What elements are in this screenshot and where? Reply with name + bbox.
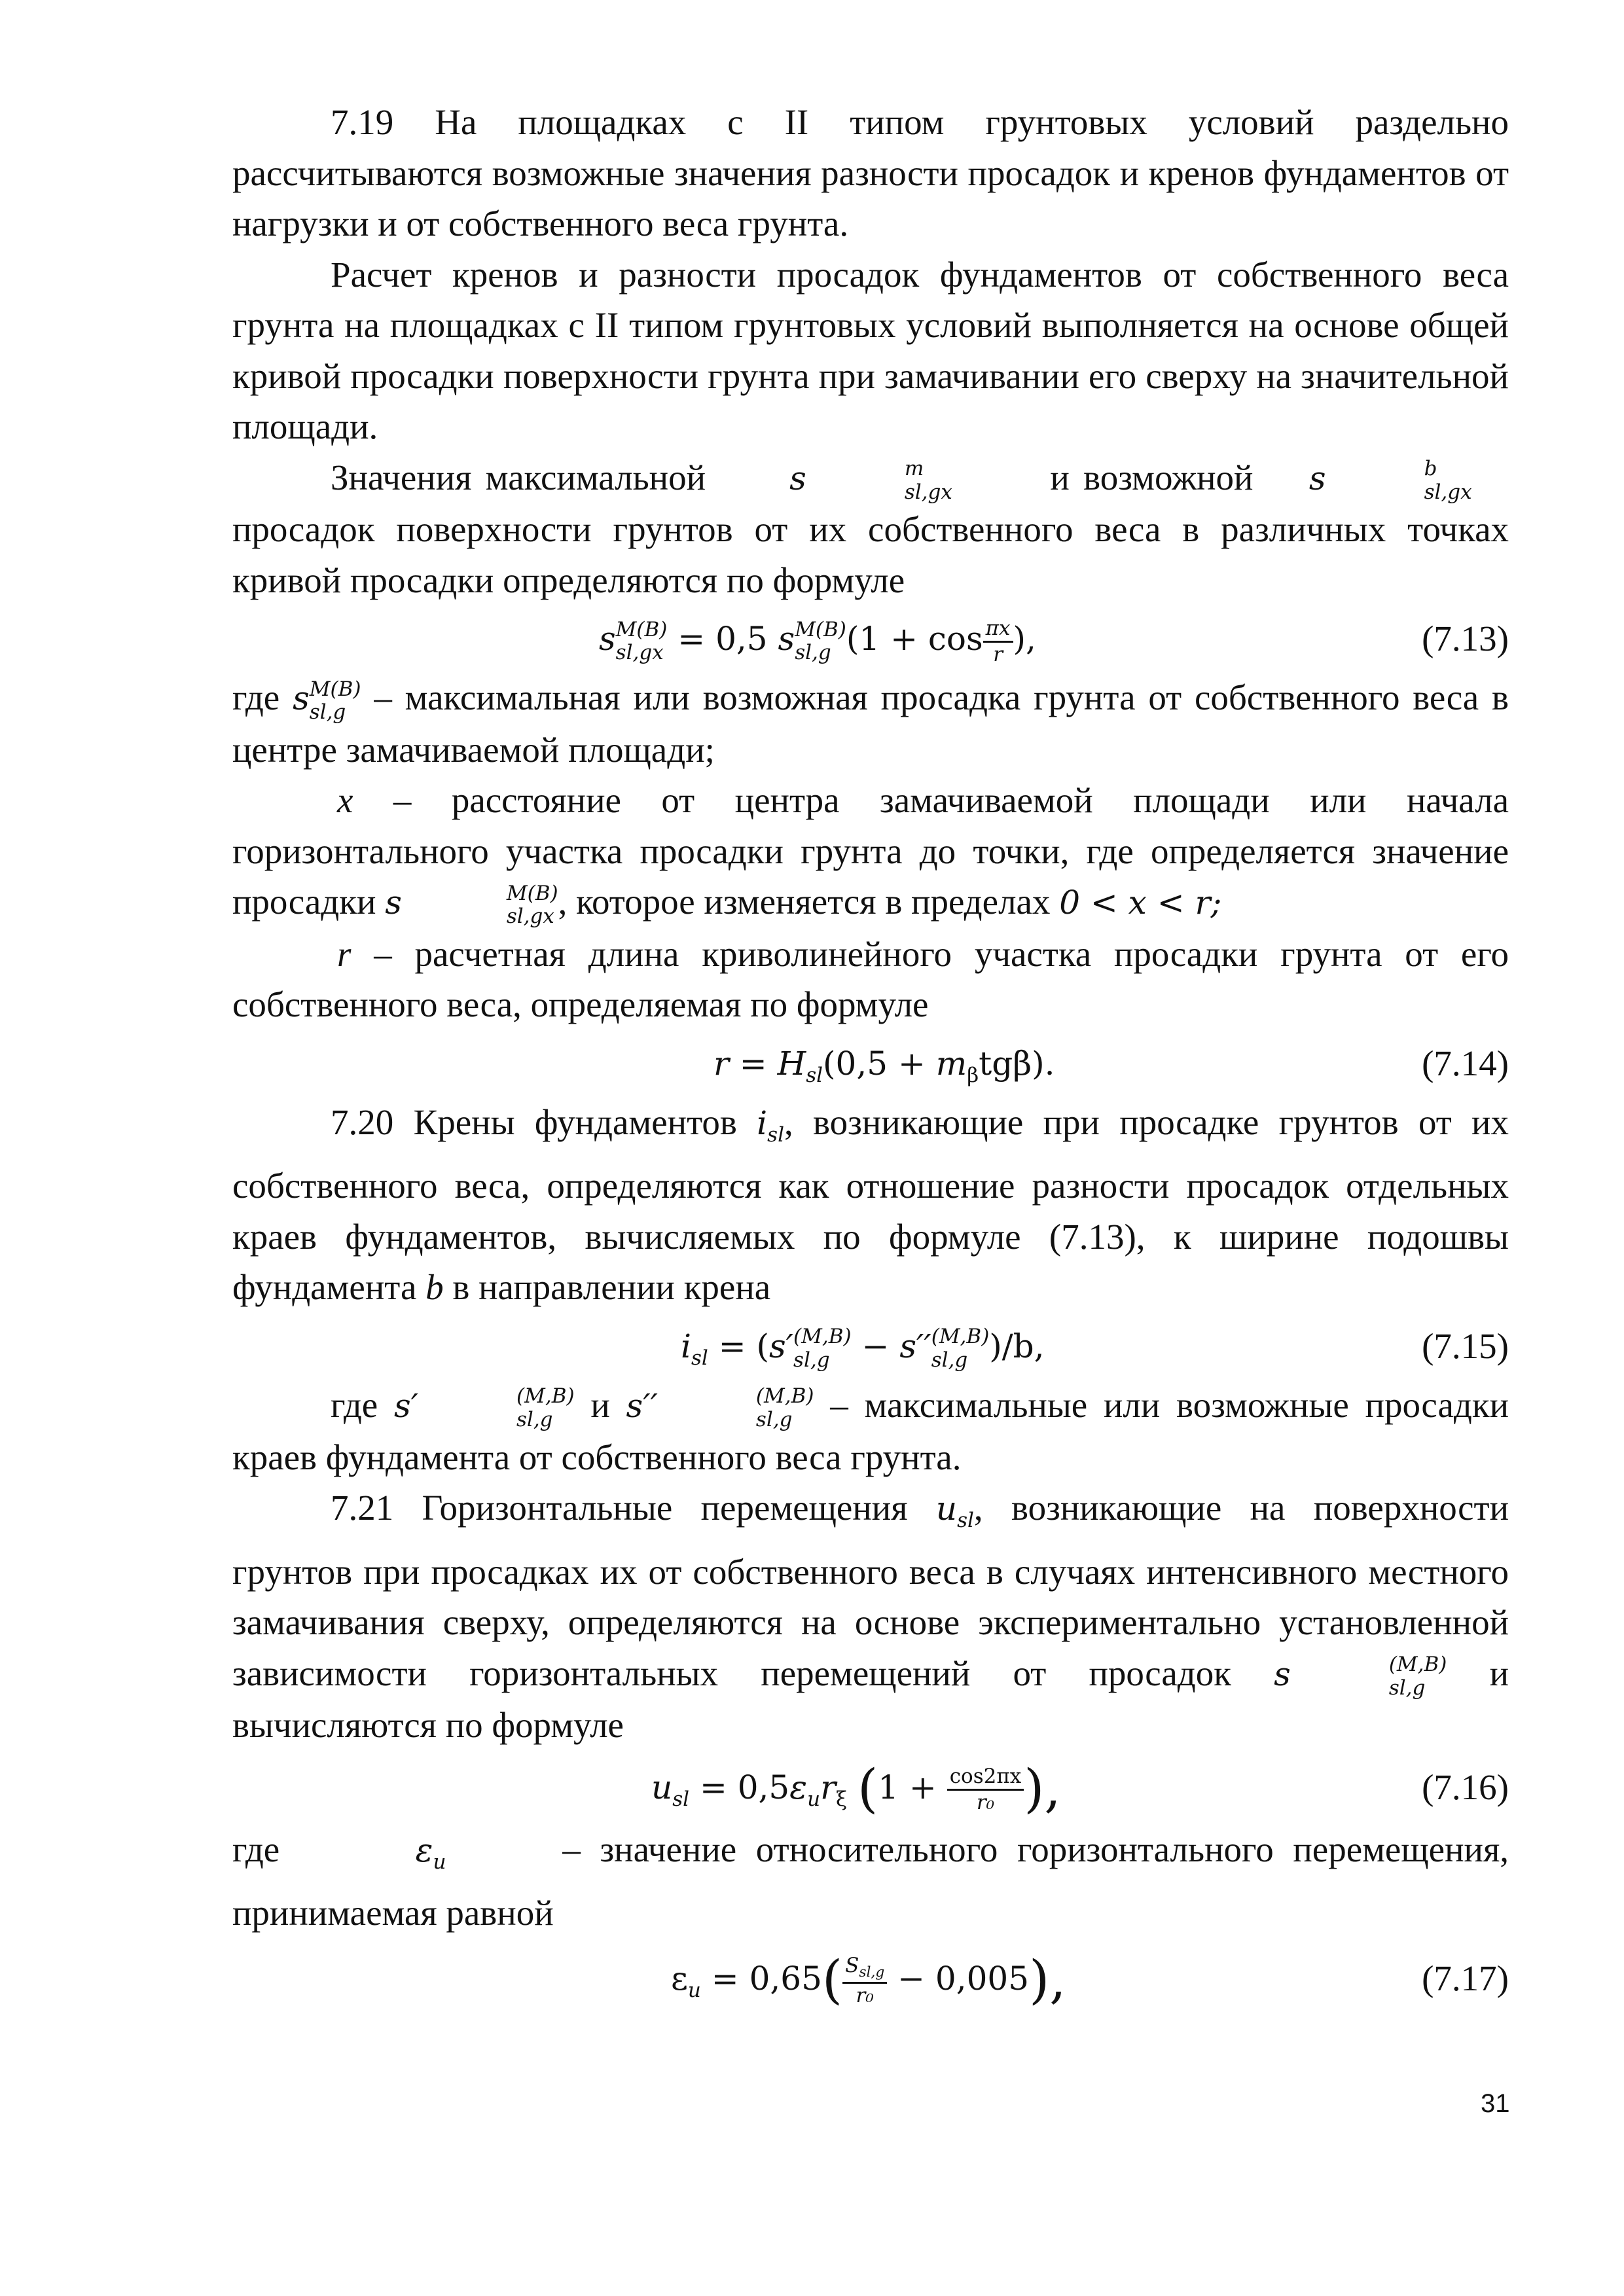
formula-7-16: $u_{sl} = 0,5\varepsilon_ur_\xi$ (1 + $\frac{\cos 2\pi x}{\text{r₀}}$ ), [651, 1757, 1061, 1819]
text-segment: 7.20 Крены фундаментов [331, 1102, 737, 1142]
symbol-i-sl: $i_{sl}$ [757, 1103, 784, 1147]
text-segment: – расчетная длина криволинейного участка просадки грунта от его собственного веса, определяемая по формуле [232, 933, 1509, 1025]
paragraph-calc-basis: Расчет кренов и разности просадок фундаментов от собственного веса грунта на площадках с II типом грунтовых условий выполняется на основе общей кривой просадки поверхности грунта при замачивании его сверху на значительной площади. [232, 254, 1509, 446]
equation-7-15 [232, 1317, 1509, 1376]
symbol-s-b-slgx: s b sl,gx [1308, 456, 1472, 504]
equation-number-7-16: (7.16) [1422, 1767, 1509, 1807]
range-expression: 0 < x < r; [1059, 884, 1222, 922]
text-segment: и возможной [1050, 457, 1254, 497]
text-segment: где [232, 677, 280, 718]
equation-7-13 [232, 609, 1509, 668]
text-segment: – максимальная или возможная просадка грунта от собственного веса в центре замачиваемой площади; [232, 677, 1509, 770]
text-segment: , которое изменяется в пределах [558, 882, 1051, 922]
symbol-r: r [337, 933, 352, 974]
formula-7-17: $\varepsilon_u = 0,65$( $\frac{S_{sl,g}}{\text{r₀}}$ − 0,005), [671, 1948, 1066, 2010]
symbol-s-MB-slg: s M(B) sl,g [293, 677, 361, 725]
equation-number-7-15: (7.15) [1422, 1325, 1509, 1366]
formula-7-13: s M(B) sl,gx = 0,5 s M(B) sl,g (1 + cos $\frac{\pi x}{r}$ ), [599, 616, 1036, 666]
symbol-s-prime-MB: s′ (M,B) sl,g [393, 1384, 575, 1431]
text-segment: , возникающие на поверхности грунтов при просадках их от собственного веса в случаях интенсивного местного замачивания сверху, определяются на основе экспериментально установленной зависимости горизонтальных перемещений от просадок [232, 1488, 1509, 1693]
equation-7-16 [232, 1755, 1509, 1820]
text-segment: и вычисляются по формуле [232, 1653, 1509, 1746]
equation-7-17 [232, 1943, 1509, 2015]
page-number: 31 [1481, 2089, 1510, 2118]
symbol-s-MB-slgx: s M(B) sl,gx [385, 881, 558, 929]
equation-number-7-13: (7.13) [1422, 619, 1509, 659]
text-segment: – максимальные или возможные просадки краев фундамента от собственного веса грунта. [232, 1384, 1509, 1477]
paragraph-7-20 [232, 1097, 1509, 1313]
text-segment: – расстояние от центра замачиваемой площади или начала горизонтального участка просадки грунта до точки, где определяется значение просадки [232, 780, 1509, 922]
symbol-eps-u: $\varepsilon_u$ [415, 1831, 446, 1874]
text-segment: 7.21 Горизонтальные перемещения [331, 1488, 908, 1528]
paragraph-where-s-edges [232, 1380, 1509, 1482]
symbol-s-MBc-slg: s (M,B) sl,g [1274, 1652, 1447, 1700]
text-segment: просадок поверхности грунтов от их собственного веса в различных точках кривой просадки определяются по формуле [232, 509, 1509, 600]
symbol-b: b [425, 1267, 444, 1308]
paragraph-where-s-MB [232, 672, 1509, 775]
text-segment: в направлении крена [452, 1267, 771, 1308]
paragraph-where-eps [232, 1824, 1509, 1939]
formula-7-15: $i_{sl} = (s'$ (M,B) sl,g − s′′ (M,B) sl,g )/b, [681, 1325, 1045, 1372]
paragraph-r-definition [232, 929, 1509, 1030]
text-segment: где [232, 1829, 280, 1869]
equation-number-7-14: (7.14) [1422, 1043, 1509, 1083]
text-segment: – значение относительного горизонтального перемещения, принимаемая равной [232, 1829, 1509, 1933]
symbol-x: x [337, 780, 353, 821]
paragraph-7-21 [232, 1482, 1509, 1751]
text-segment: где [331, 1384, 378, 1425]
text-segment: Значения максимальной [331, 457, 706, 497]
equation-7-14 [232, 1034, 1509, 1093]
paragraph-values-definition [232, 452, 1509, 606]
text-segment: , возникающие при просадке грунтов от их собственного веса, определяются как отношение разности просадок отдельных краев фундаментов, вычисляемых по формуле (7.13), к ширине подошвы фундамента [232, 1102, 1509, 1308]
symbol-s-dprime-MB: s′′ (M,B) sl,g [626, 1384, 814, 1431]
page-content [232, 97, 1509, 2018]
paragraph-7-19: 7.19 На площадках с II типом грунтовых условий раздельно рассчитываются возможные значения разности просадок и кренов фундаментов от нагрузки и от собственного веса грунта. [232, 102, 1509, 243]
equation-number-7-17: (7.17) [1422, 1958, 1509, 1998]
formula-7-14: $r = H_{sl}(0,5 + m_\beta tg\beta)$. [713, 1044, 1055, 1087]
symbol-u-sl: $u_{sl}$ [935, 1490, 974, 1533]
paragraph-x-definition [232, 775, 1509, 929]
text-segment: и [590, 1384, 610, 1425]
symbol-s-m-slgx: s m sl,gx [789, 456, 952, 504]
